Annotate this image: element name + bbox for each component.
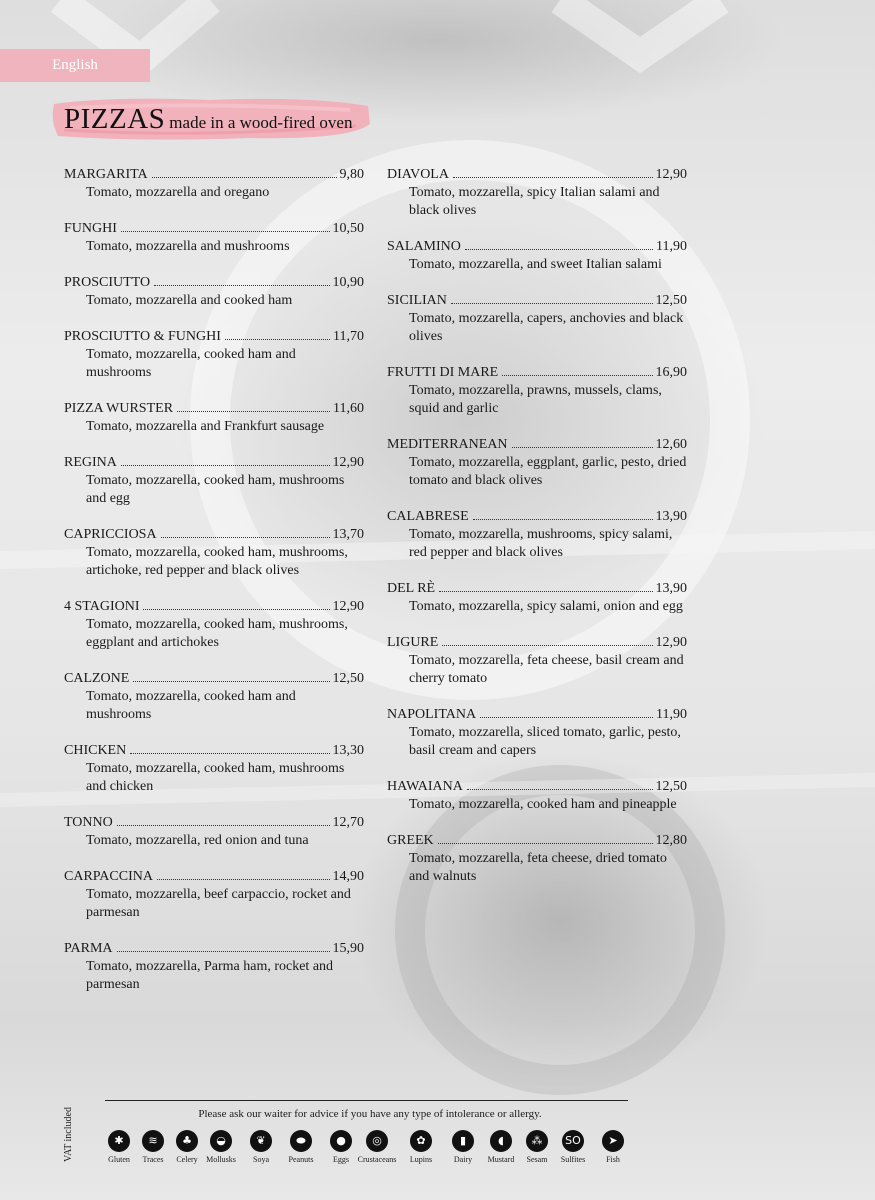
crustacean-icon: ◎ xyxy=(366,1130,388,1152)
menu-item-header xyxy=(387,166,687,184)
menu-item-description: Tomato, mozzarella, Parma ham, rocket and parmesan xyxy=(86,959,334,992)
menu-item-price: 12,50 xyxy=(655,779,687,794)
allergen-label: Mollusks xyxy=(206,1155,236,1164)
menu-item-name: TONNO xyxy=(64,815,113,830)
menu-item-name: PROSCIUTTO & FUNGHI xyxy=(64,329,221,344)
menu-item-price: 12,90 xyxy=(332,455,364,470)
allergen-label: Soya xyxy=(253,1155,269,1164)
page-title xyxy=(50,94,372,142)
allergen-lupins xyxy=(398,1130,444,1164)
menu-item-price: 12,90 xyxy=(655,167,687,182)
menu-item-header xyxy=(387,436,687,454)
menu-item-header xyxy=(64,742,364,760)
menu-item-name: HAWAIANA xyxy=(387,779,463,794)
allergen-label: Celery xyxy=(176,1155,198,1164)
peanut-icon: ⬬ xyxy=(290,1130,312,1152)
menu-item-name: LIGURE xyxy=(387,635,439,650)
menu-item-name: SICILIAN xyxy=(387,293,447,308)
menu-item-description: Tomato, mozzarella and oregano xyxy=(86,185,270,200)
menu-item-description: Tomato, mozzarella, spicy salami, onion and egg xyxy=(409,599,683,614)
menu-item xyxy=(387,508,687,562)
menu-item-header xyxy=(387,778,687,796)
allergen-label: Lupins xyxy=(409,1155,433,1164)
menu-item-description: Tomato, mozzarella and Frankfurt sausage xyxy=(86,419,325,434)
menu-item xyxy=(64,166,364,202)
menu-item xyxy=(387,166,687,220)
allergen-crustaceans xyxy=(354,1130,400,1164)
menu-item-name: PIZZA WURSTER xyxy=(64,401,174,416)
allergen-legend xyxy=(104,1130,634,1170)
allergen-label: Eggs xyxy=(333,1155,349,1164)
mollusk-icon: ◒ xyxy=(210,1130,232,1152)
menu-item-price: 11,70 xyxy=(333,329,364,344)
egg-icon: ● xyxy=(330,1130,352,1152)
menu-item-description: Tomato, mozzarella, capers, anchovies and black olives xyxy=(409,311,684,344)
menu-item-name: CAPRICCIOSA xyxy=(64,527,157,542)
menu-item-name: MARGARITA xyxy=(64,167,148,182)
allergen-label: Sulfites xyxy=(560,1155,586,1164)
menu-item xyxy=(387,706,687,760)
menu-item xyxy=(64,670,364,724)
language-tab[interactable]: English xyxy=(0,49,150,82)
menu-item xyxy=(64,868,364,922)
menu-item xyxy=(64,454,364,508)
menu-item-description: Tomato, mozzarella, cooked ham, mushrooms and egg xyxy=(86,473,345,506)
title-subtitle: made in a wood-fired oven xyxy=(169,113,353,132)
menu-item-name: SALAMINO xyxy=(387,239,461,254)
vat-text: VAT included xyxy=(63,1107,74,1162)
menu-item-name: CALABRESE xyxy=(387,509,469,524)
dot-leader xyxy=(439,590,652,592)
menu-item-name: CARPACCINA xyxy=(64,869,153,884)
menu-item-description: Tomato, mozzarella, spicy Italian salami and black olives xyxy=(409,185,660,218)
soya-icon: ❦ xyxy=(250,1130,272,1152)
menu-item xyxy=(387,778,687,814)
dot-leader xyxy=(453,176,653,178)
menu-item xyxy=(64,526,364,580)
menu-item-price: 9,80 xyxy=(339,167,364,182)
menu-item xyxy=(64,328,364,382)
menu-item-header xyxy=(64,274,364,292)
dot-leader xyxy=(161,536,330,538)
menu-item-header xyxy=(64,940,364,958)
menu-item xyxy=(64,814,364,850)
menu-item-header xyxy=(387,580,687,598)
dot-leader xyxy=(502,374,652,376)
menu-item-description: Tomato, mozzarella, and sweet Italian salami xyxy=(409,257,662,272)
menu-item-header xyxy=(387,634,687,652)
menu-item-description: Tomato, mozzarella, cooked ham, mushrooms and chicken xyxy=(86,761,345,794)
dot-leader xyxy=(152,176,337,178)
menu-item-header xyxy=(387,508,687,526)
dot-leader xyxy=(467,788,653,790)
menu-item-price: 15,90 xyxy=(332,941,364,956)
allergen-label: Fish xyxy=(606,1155,620,1164)
menu-item-price: 12,50 xyxy=(332,671,364,686)
menu-column-left xyxy=(64,166,364,1012)
menu-item-header xyxy=(64,400,364,418)
dot-leader xyxy=(121,230,330,232)
dot-leader xyxy=(143,608,329,610)
menu-item-price: 11,90 xyxy=(656,239,687,254)
allergen-fish xyxy=(590,1130,636,1164)
menu-item-price: 12,50 xyxy=(655,293,687,308)
allergen-label: Traces xyxy=(142,1155,164,1164)
menu-item-header xyxy=(64,598,364,616)
menu-item-description: Tomato, mozzarella, prawns, mussels, clams, squid and garlic xyxy=(409,383,662,416)
menu-item-price: 11,90 xyxy=(656,707,687,722)
menu-item-name: GREEK xyxy=(387,833,434,848)
menu-item-price: 12,90 xyxy=(655,635,687,650)
menu-item-header xyxy=(64,220,364,238)
allergen-label: Gluten xyxy=(108,1155,130,1164)
dot-leader xyxy=(130,752,329,754)
fish-icon: ➤ xyxy=(602,1130,624,1152)
traces-icon: ≋ xyxy=(142,1130,164,1152)
menu-item-header xyxy=(387,292,687,310)
dot-leader xyxy=(157,878,330,880)
menu-item-description: Tomato, mozzarella, cooked ham, mushrooms, artichoke, red pepper and black olives xyxy=(86,545,348,578)
footer-divider xyxy=(105,1100,628,1101)
menu-item-name: DEL RÈ xyxy=(387,581,436,596)
menu-item xyxy=(64,220,364,256)
dot-leader xyxy=(442,644,652,646)
menu-item-header xyxy=(64,166,364,184)
menu-item-price: 16,90 xyxy=(655,365,687,380)
menu-item-description: Tomato, mozzarella, eggplant, garlic, pesto, dried tomato and black olives xyxy=(409,455,687,488)
lupin-icon: ✿ xyxy=(410,1130,432,1152)
menu-item-header xyxy=(64,328,364,346)
menu-item-name: DIAVOLA xyxy=(387,167,449,182)
menu-item xyxy=(387,436,687,490)
menu-item-header xyxy=(64,868,364,886)
dot-leader xyxy=(451,302,653,304)
dot-leader xyxy=(512,446,653,448)
menu-item-description: Tomato, mozzarella, feta cheese, dried tomato and walnuts xyxy=(409,851,667,884)
menu-column-right xyxy=(387,166,687,904)
vat-note xyxy=(62,1105,76,1170)
menu-item-header xyxy=(64,454,364,472)
menu-item-description: Tomato, mozzarella, feta cheese, basil cream and cherry tomato xyxy=(409,653,684,686)
dot-leader xyxy=(225,338,330,340)
celery-icon: ♣ xyxy=(176,1130,198,1152)
menu-item xyxy=(64,940,364,994)
wheat-icon: ✱ xyxy=(108,1130,130,1152)
menu-item-description: Tomato, mozzarella, red onion and tuna xyxy=(86,833,309,848)
menu-item-description: Tomato, mozzarella and mushrooms xyxy=(86,239,290,254)
milk-icon: ▮ xyxy=(452,1130,474,1152)
sesame-icon: ⁂ xyxy=(526,1130,548,1152)
dot-leader xyxy=(438,842,653,844)
menu-item xyxy=(387,580,687,616)
menu-item xyxy=(64,742,364,796)
menu-item-price: 12,70 xyxy=(332,815,364,830)
allergen-label: Mustard xyxy=(487,1155,515,1164)
menu-item-description: Tomato, mozzarella, mushrooms, spicy salami, red pepper and black olives xyxy=(409,527,673,560)
menu-item-price: 13,70 xyxy=(332,527,364,542)
dot-leader xyxy=(117,824,330,826)
allergen-label: Sesam xyxy=(526,1155,548,1164)
menu-item-header xyxy=(64,814,364,832)
mustard-icon: ◖ xyxy=(490,1130,512,1152)
menu-item xyxy=(387,634,687,688)
menu-item-header xyxy=(387,832,687,850)
menu-item-name: PARMA xyxy=(64,941,113,956)
menu-item-price: 12,80 xyxy=(655,833,687,848)
menu-item-header xyxy=(387,238,687,256)
menu-item-name: NAPOLITANA xyxy=(387,707,477,722)
menu-item xyxy=(64,274,364,310)
menu-item xyxy=(64,400,364,436)
menu-item-price: 12,90 xyxy=(332,599,364,614)
dot-leader xyxy=(473,518,653,520)
allergen-label: Crustaceans xyxy=(357,1155,397,1164)
dot-leader xyxy=(121,464,330,466)
sulfite-icon: SO xyxy=(562,1130,584,1152)
menu-item-name: 4 STAGIONI xyxy=(64,599,140,614)
allergen-label: Peanuts xyxy=(288,1155,314,1164)
dot-leader xyxy=(133,680,329,682)
menu-item-price: 11,60 xyxy=(333,401,364,416)
menu-item-description: Tomato, mozzarella, beef carpaccio, rocket and parmesan xyxy=(86,887,351,920)
menu-item-description: Tomato, mozzarella, cooked ham and mushrooms xyxy=(86,347,296,380)
menu-item xyxy=(387,292,687,346)
menu-item-name: CALZONE xyxy=(64,671,130,686)
dot-leader xyxy=(465,248,653,250)
menu-item-header xyxy=(64,526,364,544)
menu-item-description: Tomato, mozzarella, cooked ham and pineapple xyxy=(409,797,677,812)
menu-item-name: MEDITERRANEAN xyxy=(387,437,508,452)
menu-item-price: 10,50 xyxy=(332,221,364,236)
menu-item-name: CHICKEN xyxy=(64,743,127,758)
menu-item xyxy=(387,364,687,418)
menu-item xyxy=(387,832,687,886)
dot-leader xyxy=(117,950,330,952)
menu-item-header xyxy=(387,706,687,724)
menu-item-header xyxy=(387,364,687,382)
menu-item xyxy=(387,238,687,274)
menu-item-name: FUNGHI xyxy=(64,221,117,236)
menu-item-price: 13,30 xyxy=(332,743,364,758)
menu-item-price: 10,90 xyxy=(332,275,364,290)
menu-item-name: FRUTTI DI MARE xyxy=(387,365,499,380)
menu-item-name: PROSCIUTTO xyxy=(64,275,151,290)
dot-leader xyxy=(480,716,653,718)
menu-item-description: Tomato, mozzarella, cooked ham and mushrooms xyxy=(86,689,296,722)
dot-leader xyxy=(154,284,329,286)
menu-item-price: 12,60 xyxy=(655,437,687,452)
menu-item-price: 14,90 xyxy=(332,869,364,884)
title-pizzas: PIZZAS xyxy=(64,103,166,135)
menu-item-price: 13,90 xyxy=(655,581,687,596)
menu-item-description: Tomato, mozzarella and cooked ham xyxy=(86,293,293,308)
menu-item-description: Tomato, mozzarella, sliced tomato, garlic, pesto, basil cream and capers xyxy=(409,725,681,758)
dot-leader xyxy=(177,410,330,412)
allergen-label: Dairy xyxy=(453,1155,473,1164)
menu-item-description: Tomato, mozzarella, cooked ham, mushrooms, eggplant and artichokes xyxy=(86,617,348,650)
menu-item xyxy=(64,598,364,652)
allergy-notice: Please ask our waiter for advice if you have any type of intolerance or allergy. xyxy=(198,1108,542,1120)
menu-item-header xyxy=(64,670,364,688)
menu-item-price: 13,90 xyxy=(655,509,687,524)
menu-item-name: REGINA xyxy=(64,455,117,470)
